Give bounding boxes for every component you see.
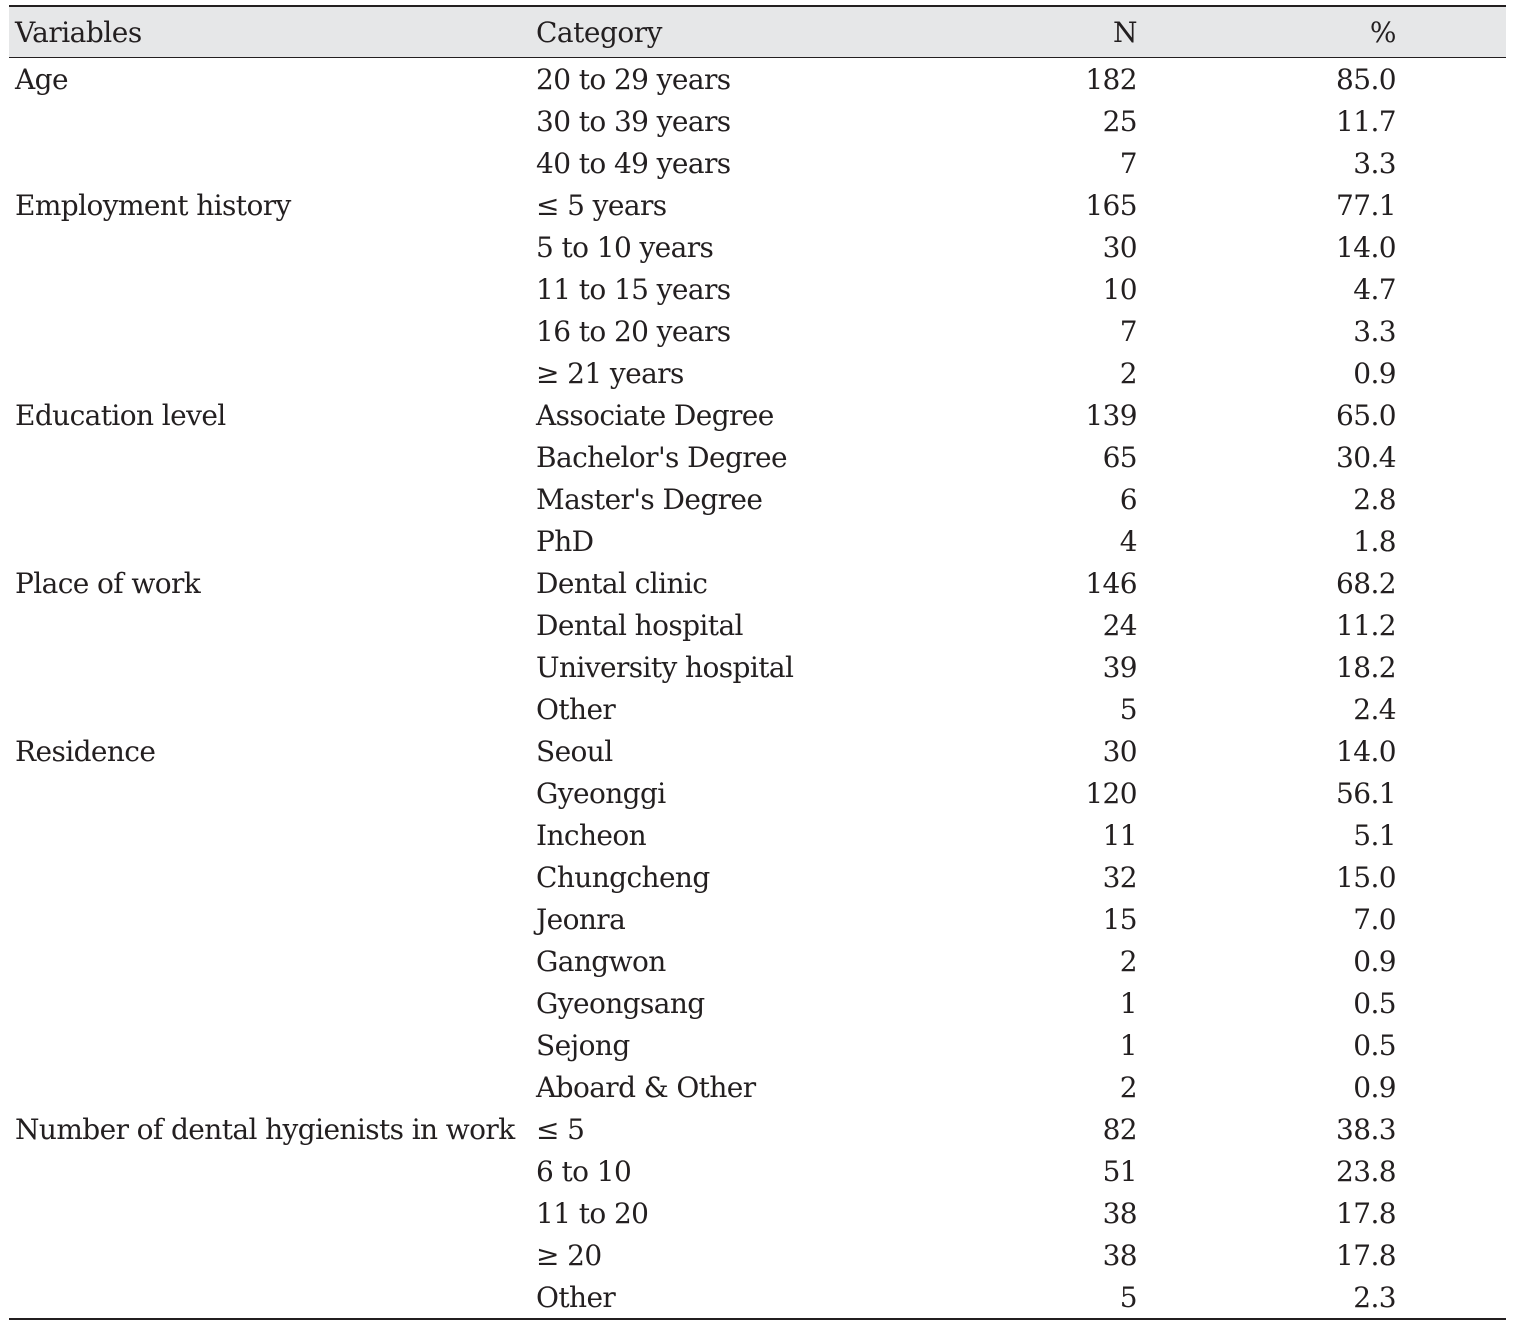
table-row <box>9 772 1506 814</box>
variable-cell <box>9 520 527 562</box>
category-cell: ≥ 21 years <box>536 356 684 390</box>
table-body <box>9 58 1506 1320</box>
row-spacer <box>1396 688 1506 730</box>
percent-cell: 0.5 <box>1353 986 1396 1020</box>
n-cell: 7 <box>1119 146 1137 180</box>
table-row <box>9 100 1506 142</box>
row-spacer <box>1396 772 1506 814</box>
n-cell: 25 <box>1102 104 1137 138</box>
table-row <box>9 646 1506 688</box>
table-row <box>9 562 1506 604</box>
row-spacer <box>1396 1276 1506 1319</box>
table-row <box>9 478 1506 520</box>
table-row <box>9 436 1506 478</box>
table-row <box>9 184 1506 226</box>
n-cell: 24 <box>1102 608 1137 642</box>
variable-cell <box>9 604 527 646</box>
variable-cell <box>9 1276 527 1319</box>
table-row <box>9 268 1506 310</box>
variable-cell <box>9 1234 527 1276</box>
percent-cell: 15.0 <box>1336 860 1396 894</box>
n-cell: 38 <box>1102 1238 1137 1272</box>
n-cell: 10 <box>1102 272 1137 306</box>
table-row <box>9 142 1506 184</box>
variable-cell <box>9 352 527 394</box>
percent-cell: 17.8 <box>1336 1196 1396 1230</box>
n-cell: 30 <box>1102 230 1137 264</box>
percent-cell: 0.5 <box>1353 1028 1396 1062</box>
row-spacer <box>1396 898 1506 940</box>
category-cell: ≤ 5 <box>536 1112 585 1146</box>
row-spacer <box>1396 562 1506 604</box>
percent-cell: 18.2 <box>1336 650 1396 684</box>
table-row <box>9 730 1506 772</box>
category-cell: Gangwon <box>536 944 666 978</box>
table-header <box>9 6 1506 58</box>
category-cell: Seoul <box>536 734 613 768</box>
n-cell: 65 <box>1102 440 1137 474</box>
n-cell: 82 <box>1102 1112 1137 1146</box>
percent-cell: 14.0 <box>1336 230 1396 264</box>
table-row <box>9 58 1506 101</box>
header-variables: Variables <box>9 6 527 58</box>
n-cell: 1 <box>1119 1028 1137 1062</box>
table-row <box>9 814 1506 856</box>
table-row <box>9 1192 1506 1234</box>
table-row <box>9 856 1506 898</box>
demographics-table <box>9 5 1506 1320</box>
table-row <box>9 394 1506 436</box>
category-cell: Aboard & Other <box>536 1070 756 1104</box>
demographics-table-container <box>9 5 1506 1320</box>
category-cell: Bachelor's Degree <box>536 440 787 474</box>
table-row <box>9 1024 1506 1066</box>
row-spacer <box>1396 1024 1506 1066</box>
row-spacer <box>1396 1234 1506 1276</box>
variable-cell <box>9 1192 527 1234</box>
category-cell: Dental clinic <box>536 566 708 600</box>
category-cell: 6 to 10 <box>536 1154 632 1188</box>
category-cell: 11 to 15 years <box>536 272 731 306</box>
table-row <box>9 1150 1506 1192</box>
table-row <box>9 1234 1506 1276</box>
category-cell: Other <box>527 1276 977 1319</box>
row-spacer <box>1396 604 1506 646</box>
table-row <box>9 604 1506 646</box>
percent-cell: 30.4 <box>1336 440 1396 474</box>
n-cell: 32 <box>1102 860 1137 894</box>
header-n: N <box>977 6 1137 58</box>
row-spacer <box>1396 100 1506 142</box>
n-cell: 146 <box>1085 566 1137 600</box>
row-spacer <box>1396 1108 1506 1150</box>
n-cell: 11 <box>1102 818 1137 852</box>
n-cell: 39 <box>1102 650 1137 684</box>
table-row <box>9 1276 1506 1319</box>
category-cell: Sejong <box>536 1028 630 1062</box>
n-cell: 1 <box>1119 986 1137 1020</box>
variable-cell <box>9 856 527 898</box>
table-row <box>9 940 1506 982</box>
n-cell: 7 <box>1119 314 1137 348</box>
n-cell: 6 <box>1119 482 1137 516</box>
table-row <box>9 1108 1506 1150</box>
percent-cell: 1.8 <box>1353 524 1396 558</box>
row-spacer <box>1396 940 1506 982</box>
variable-cell: Age <box>15 62 68 96</box>
row-spacer <box>1396 478 1506 520</box>
header-spacer <box>1396 6 1506 58</box>
row-spacer <box>1396 352 1506 394</box>
table-row <box>9 520 1506 562</box>
percent-cell: 3.3 <box>1353 146 1396 180</box>
row-spacer <box>1396 982 1506 1024</box>
row-spacer <box>1396 814 1506 856</box>
variable-cell <box>9 772 527 814</box>
variable-cell <box>9 100 527 142</box>
n-cell: 15 <box>1102 902 1137 936</box>
category-cell: University hospital <box>536 650 794 684</box>
header-percent: % <box>1137 6 1396 58</box>
variable-cell <box>9 1024 527 1066</box>
header-row <box>9 6 1506 58</box>
n-cell: 51 <box>1102 1154 1137 1188</box>
row-spacer <box>1396 394 1506 436</box>
row-spacer <box>1396 184 1506 226</box>
percent-cell: 56.1 <box>1336 776 1396 810</box>
table-row <box>9 982 1506 1024</box>
category-cell: 5 to 10 years <box>536 230 714 264</box>
variable-cell: Residence <box>15 734 156 768</box>
variable-cell <box>9 688 527 730</box>
row-spacer <box>1396 856 1506 898</box>
variable-cell <box>9 1150 527 1192</box>
variable-cell: Place of work <box>15 566 201 600</box>
variable-cell <box>9 436 527 478</box>
variable-cell <box>9 478 527 520</box>
percent-cell: 77.1 <box>1336 188 1396 222</box>
table-row <box>9 688 1506 730</box>
row-spacer <box>1396 1192 1506 1234</box>
variable-cell <box>9 898 527 940</box>
category-cell: 16 to 20 years <box>536 314 731 348</box>
percent-cell: 23.8 <box>1336 1154 1396 1188</box>
row-spacer <box>1396 58 1506 101</box>
variable-cell <box>9 814 527 856</box>
n-cell: 4 <box>1119 524 1137 558</box>
n-cell: 5 <box>977 1276 1137 1319</box>
percent-cell: 38.3 <box>1336 1112 1396 1146</box>
variable-cell <box>9 1066 527 1108</box>
percent-cell: 2.3 <box>1137 1276 1396 1319</box>
category-cell: ≥ 20 <box>536 1238 602 1272</box>
percent-cell: 2.8 <box>1353 482 1396 516</box>
percent-cell: 68.2 <box>1336 566 1396 600</box>
category-cell: Gyeongsang <box>536 986 705 1020</box>
category-cell: 11 to 20 <box>536 1196 649 1230</box>
percent-cell: 14.0 <box>1336 734 1396 768</box>
header-category: Category <box>527 6 977 58</box>
table-row <box>9 1066 1506 1108</box>
n-cell: 182 <box>1085 62 1137 96</box>
n-cell: 2 <box>1119 944 1137 978</box>
category-cell: Master's Degree <box>536 482 763 516</box>
n-cell: 2 <box>1119 356 1137 390</box>
category-cell: PhD <box>536 524 594 558</box>
n-cell: 5 <box>1119 692 1137 726</box>
n-cell: 2 <box>1119 1070 1137 1104</box>
variable-cell <box>9 226 527 268</box>
category-cell: Dental hospital <box>536 608 743 642</box>
n-cell: 120 <box>1085 776 1137 810</box>
category-cell: 30 to 39 years <box>536 104 731 138</box>
variable-cell <box>9 982 527 1024</box>
category-cell: ≤ 5 years <box>536 188 667 222</box>
category-cell: Gyeonggi <box>536 776 666 810</box>
table-row <box>9 352 1506 394</box>
category-cell: 20 to 29 years <box>536 62 731 96</box>
percent-cell: 5.1 <box>1353 818 1396 852</box>
percent-cell: 11.7 <box>1336 104 1396 138</box>
table-row <box>9 226 1506 268</box>
percent-cell: 85.0 <box>1336 62 1396 96</box>
category-cell: Other <box>536 692 616 726</box>
category-cell: Jeonra <box>536 902 626 936</box>
category-cell: 40 to 49 years <box>536 146 731 180</box>
row-spacer <box>1396 1066 1506 1108</box>
variable-cell: Education level <box>15 398 226 432</box>
row-spacer <box>1396 436 1506 478</box>
row-spacer <box>1396 730 1506 772</box>
percent-cell: 4.7 <box>1353 272 1396 306</box>
row-spacer <box>1396 310 1506 352</box>
percent-cell: 0.9 <box>1353 356 1396 390</box>
row-spacer <box>1396 226 1506 268</box>
percent-cell: 3.3 <box>1353 314 1396 348</box>
table-row <box>9 898 1506 940</box>
table-row <box>9 310 1506 352</box>
row-spacer <box>1396 142 1506 184</box>
percent-cell: 2.4 <box>1353 692 1396 726</box>
percent-cell: 0.9 <box>1353 944 1396 978</box>
n-cell: 38 <box>1102 1196 1137 1230</box>
category-cell: Associate Degree <box>536 398 774 432</box>
row-spacer <box>1396 520 1506 562</box>
variable-cell <box>9 142 527 184</box>
row-spacer <box>1396 268 1506 310</box>
n-cell: 165 <box>1085 188 1137 222</box>
variable-cell: Number of dental hygienists in work <box>15 1112 515 1146</box>
percent-cell: 0.9 <box>1353 1070 1396 1104</box>
percent-cell: 17.8 <box>1336 1238 1396 1272</box>
variable-cell <box>9 268 527 310</box>
variable-cell <box>9 940 527 982</box>
percent-cell: 65.0 <box>1336 398 1396 432</box>
row-spacer <box>1396 1150 1506 1192</box>
row-spacer <box>1396 646 1506 688</box>
n-cell: 139 <box>1085 398 1137 432</box>
variable-cell <box>9 646 527 688</box>
n-cell: 30 <box>1102 734 1137 768</box>
percent-cell: 11.2 <box>1336 608 1396 642</box>
percent-cell: 7.0 <box>1353 902 1396 936</box>
variable-cell: Employment history <box>15 188 291 222</box>
category-cell: Incheon <box>536 818 647 852</box>
variable-cell <box>9 310 527 352</box>
category-cell: Chungcheng <box>536 860 710 894</box>
